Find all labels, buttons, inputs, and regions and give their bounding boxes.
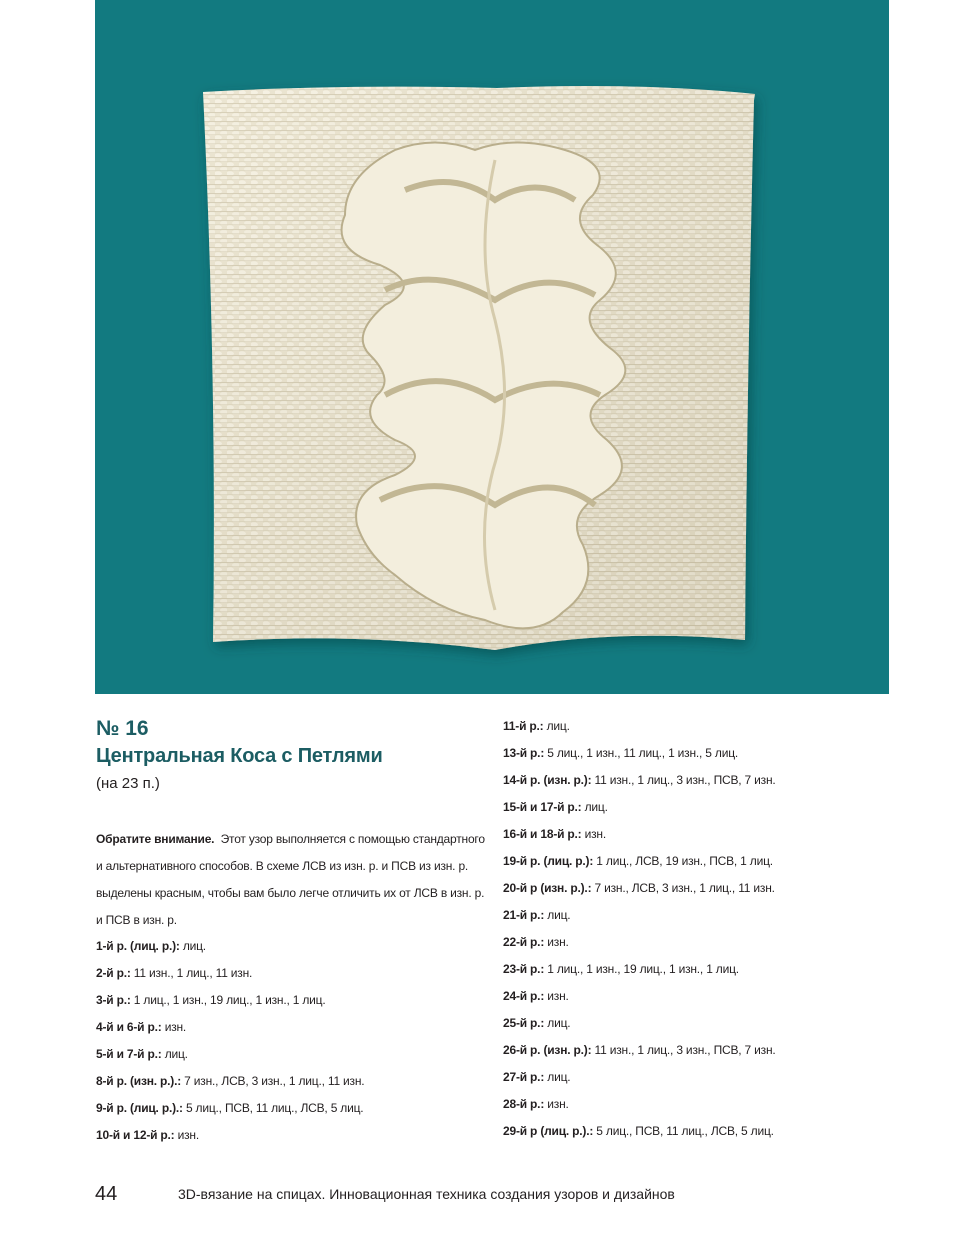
- row-instruction: [503, 875, 776, 902]
- row-text: 11 изн., 1 лиц., 3 изн., ПСВ, 7 изн.: [594, 1043, 776, 1057]
- pattern-name: Центральная Коса с Петлями: [96, 745, 383, 767]
- row-instruction: [503, 794, 776, 821]
- row-text: лиц.: [547, 908, 571, 922]
- row-text: изн.: [164, 1020, 187, 1034]
- row-text: 5 лиц., 1 изн., 11 лиц., 1 изн., 5 лиц.: [547, 746, 739, 760]
- row-text: 1 лиц., ЛСВ, 19 изн., ПСВ, 1 лиц.: [596, 854, 773, 868]
- note-text: Этот узор выполняется с помощью стандартного и альтернативного способов. В схеме ЛСВ из изн. р. и ПСВ из изн. р. выделены красным, чтобы вам было легче отличить их от ЛСВ в изн. р. и ПСВ в изн. р.: [96, 832, 485, 927]
- row-text: 1 лиц., 1 изн., 19 лиц., 1 изн., 1 лиц.: [547, 962, 739, 976]
- row-label: 20-й р (изн. р.).:: [503, 881, 592, 895]
- row-instruction: [503, 956, 776, 983]
- swatch-photo: [95, 0, 889, 694]
- row-label: 9-й р. (лиц. р.).:: [96, 1101, 183, 1115]
- row-instruction: [96, 1068, 364, 1095]
- row-label: 3-й р.:: [96, 993, 131, 1007]
- row-label: 27-й р.:: [503, 1070, 545, 1084]
- row-text: изн.: [547, 989, 569, 1003]
- row-instructions-right: [503, 713, 776, 1145]
- row-label: 26-й р. (изн. р.):: [503, 1043, 592, 1057]
- row-instruction: [96, 960, 364, 987]
- pattern-header: [96, 716, 486, 796]
- row-label: 29-й р (лиц. р.).:: [503, 1124, 594, 1138]
- row-label: 21-й р.:: [503, 908, 545, 922]
- row-text: 7 изн., ЛСВ, 3 изн., 1 лиц., 11 изн.: [594, 881, 775, 895]
- row-text: 1 лиц., 1 изн., 19 лиц., 1 изн., 1 лиц.: [133, 993, 326, 1007]
- row-instruction: [503, 713, 776, 740]
- row-label: 1-й р. (лиц. р.):: [96, 939, 180, 953]
- row-instruction: [96, 1014, 364, 1041]
- row-instruction: [503, 983, 776, 1010]
- row-instruction: [503, 1064, 776, 1091]
- row-text: лиц.: [547, 1070, 571, 1084]
- row-label: 25-й р.:: [503, 1016, 545, 1030]
- row-instruction: [96, 987, 364, 1014]
- row-instruction: [96, 1095, 364, 1122]
- row-label: 8-й р. (изн. р.).:: [96, 1074, 182, 1088]
- row-label: 13-й р.:: [503, 746, 545, 760]
- row-label: 28-й р.:: [503, 1097, 545, 1111]
- row-text: 5 лиц., ПСВ, 11 лиц., ЛСВ, 5 лиц.: [596, 1124, 774, 1138]
- row-label: 14-й р. (изн. р.):: [503, 773, 592, 787]
- pattern-number: № 16: [96, 717, 149, 740]
- row-instruction: [503, 902, 776, 929]
- row-instruction: [503, 1118, 776, 1145]
- row-instruction: [503, 1037, 776, 1064]
- row-label: 16-й и 18-й р.:: [503, 827, 582, 841]
- row-label: 19-й р. (лиц. р.):: [503, 854, 594, 868]
- row-text: 7 изн., ЛСВ, 3 изн., 1 лиц., 11 изн.: [184, 1074, 365, 1088]
- stitch-count: (на 23 п.): [96, 775, 160, 792]
- book-title: 3D-вязание на спицах. Инновационная техника создания узоров и дизайнов: [178, 1186, 675, 1202]
- page-number: 44: [95, 1183, 118, 1205]
- row-instruction: [503, 740, 776, 767]
- row-instruction: [96, 1122, 364, 1149]
- row-label: 22-й р.:: [503, 935, 545, 949]
- row-label: 11-й р.:: [503, 719, 544, 733]
- row-label: 15-й и 17-й р.:: [503, 800, 582, 814]
- knitted-swatch-image: [95, 0, 889, 694]
- row-text: лиц.: [164, 1047, 188, 1061]
- row-text: лиц.: [584, 800, 608, 814]
- row-label: 2-й р.:: [96, 966, 131, 980]
- row-label: 10-й и 12-й р.:: [96, 1128, 175, 1142]
- row-instruction: [96, 1041, 364, 1068]
- row-instruction: [503, 1091, 776, 1118]
- row-text: лиц.: [547, 1016, 571, 1030]
- row-text: 5 лиц., ПСВ, 11 лиц., ЛСВ, 5 лиц.: [185, 1101, 364, 1115]
- row-text: лиц.: [182, 939, 206, 953]
- row-label: 24-й р.:: [503, 989, 545, 1003]
- row-label: 4-й и 6-й р.:: [96, 1020, 162, 1034]
- row-text: изн.: [177, 1128, 199, 1142]
- row-instruction: [503, 929, 776, 956]
- row-text: изн.: [547, 935, 569, 949]
- row-instruction: [503, 821, 776, 848]
- note-paragraph: [96, 826, 488, 934]
- row-text: 11 изн., 1 лиц., 11 изн.: [133, 966, 253, 980]
- row-instruction: [503, 1010, 776, 1037]
- row-text: изн.: [547, 1097, 569, 1111]
- row-text: изн.: [584, 827, 606, 841]
- row-instruction: [96, 933, 364, 960]
- row-instruction: [503, 848, 776, 875]
- row-label: 5-й и 7-й р.:: [96, 1047, 162, 1061]
- row-instructions-left: [96, 933, 364, 1149]
- row-text: 11 изн., 1 лиц., 3 изн., ПСВ, 7 изн.: [594, 773, 776, 787]
- row-text: лиц.: [546, 719, 570, 733]
- row-label: 23-й р.:: [503, 962, 545, 976]
- row-instruction: [503, 767, 776, 794]
- note-label: Обратите внимание.: [96, 832, 215, 846]
